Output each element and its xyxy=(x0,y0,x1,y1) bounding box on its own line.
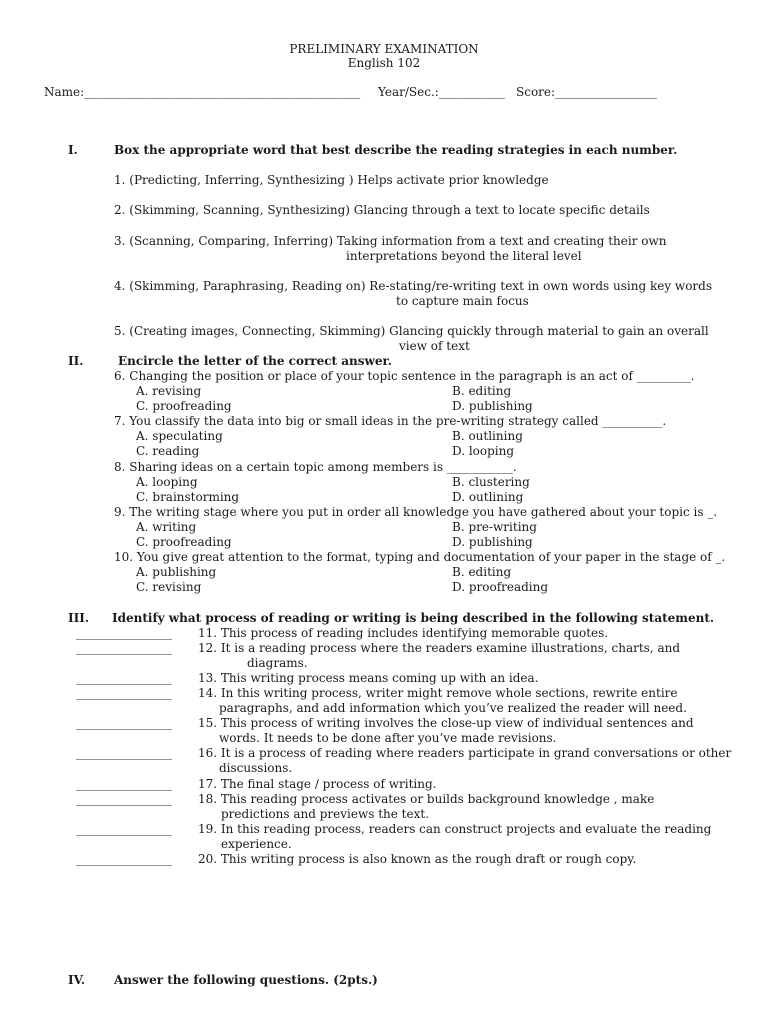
question-8-choice-d: D. outlining xyxy=(452,490,524,504)
section-1-item-3: 3. (Scanning, Comparing, Inferring) Taking information from a text and creating their own xyxy=(114,234,667,248)
question-6: 6. Changing the position or place of your topic sentence in the paragraph is an act of _________. xyxy=(114,369,695,383)
name-field: Name:______________________________________________ xyxy=(44,85,361,99)
year-section-field: Year/Sec.:___________ xyxy=(378,85,505,99)
item-20: 20. This writing process is also known as the rough draft or rough copy. xyxy=(198,852,637,866)
item-17: 17. The final stage / process of writing. xyxy=(198,777,437,791)
question-10-choice-b: B. editing xyxy=(452,565,512,579)
section-1-item-4: 4. (Skimming, Paraphrasing, Reading on) Re-stating/re-writing text in own words using key words xyxy=(114,279,712,293)
section-3-numeral: III. xyxy=(68,611,90,625)
item-18: 18. This reading process activates or builds background knowledge , make xyxy=(198,792,655,806)
answer-blank-11: ________________ xyxy=(76,626,172,640)
section-1-item-3-cont: interpretations beyond the literal level xyxy=(346,249,582,263)
section-2-numeral: II. xyxy=(68,354,84,368)
item-19-cont: experience. xyxy=(221,837,292,851)
question-8-choice-a: A. looping xyxy=(136,475,198,489)
question-7-choice-b: B. outlining xyxy=(452,429,523,443)
answer-blank-18: ________________ xyxy=(76,792,172,806)
item-15: 15. This process of writing involves the close-up view of individual sentences and xyxy=(198,716,694,730)
exam-title: PRELIMINARY EXAMINATION xyxy=(289,42,479,56)
section-1-numeral: I. xyxy=(68,143,78,157)
item-19: 19. In this reading process, readers can construct projects and evaluate the reading xyxy=(198,822,712,836)
item-16-cont: discussions. xyxy=(219,761,293,775)
course-code: English 102 xyxy=(347,56,421,70)
section-2-instruction: Encircle the letter of the correct answer. xyxy=(118,354,392,368)
item-18-cont: predictions and previews the text. xyxy=(221,807,430,821)
question-6-choice-c: C. proofreading xyxy=(136,399,232,413)
section-1-item-5: 5. (Creating images, Connecting, Skimming) Glancing quickly through material to gain an overall xyxy=(114,324,709,338)
item-15-cont: words. It needs to be done after you’ve made revisions. xyxy=(219,731,557,745)
item-13: 13. This writing process means coming up with an idea. xyxy=(198,671,539,685)
item-11: 11. This process of reading includes identifying memorable quotes. xyxy=(198,626,609,640)
question-7-choice-c: C. reading xyxy=(136,444,200,458)
question-10-choice-d: D. proofreading xyxy=(452,580,549,594)
question-7-choice-a: A. speculating xyxy=(136,429,223,443)
answer-blank-13: ________________ xyxy=(76,671,172,685)
question-9-choice-a: A. writing xyxy=(136,520,197,534)
question-9: 9. The writing stage where you put in order all knowledge you have gathered about your topic is _. xyxy=(114,505,718,519)
section-3-instruction: Identify what process of reading or writing is being described in the following statement. xyxy=(112,611,715,625)
answer-blank-17: ________________ xyxy=(76,777,172,791)
answer-blank-15: ________________ xyxy=(76,716,172,730)
question-7-choice-d: D. looping xyxy=(452,444,515,458)
score-field: Score:_________________ xyxy=(516,85,658,99)
answer-blank-20: ________________ xyxy=(76,852,172,866)
question-7: 7. You classify the data into big or small ideas in the pre-writing strategy called __________. xyxy=(114,414,667,428)
section-1-item-4-cont: to capture main focus xyxy=(396,294,529,308)
answer-blank-12: ________________ xyxy=(76,641,172,655)
question-8: 8. Sharing ideas on a certain topic among members is ___________. xyxy=(114,460,517,474)
question-6-choice-b: B. editing xyxy=(452,384,512,398)
question-10-choice-a: A. publishing xyxy=(136,565,217,579)
item-16: 16. It is a process of reading where readers participate in grand conversations or other xyxy=(198,746,732,760)
answer-blank-16: ________________ xyxy=(76,746,172,760)
question-8-choice-b: B. clustering xyxy=(452,475,530,489)
question-10: 10. You give great attention to the format, typing and documentation of your paper in the stage of _. xyxy=(114,550,726,564)
answer-blank-14: ________________ xyxy=(76,686,172,700)
section-1-instruction: Box the appropriate word that best describe the reading strategies in each number. xyxy=(114,143,678,157)
question-6-choice-d: D. publishing xyxy=(452,399,533,413)
section-4-numeral: IV. xyxy=(68,973,86,987)
question-9-choice-d: D. publishing xyxy=(452,535,533,549)
section-4-instruction: Answer the following questions. (2pts.) xyxy=(114,973,378,987)
question-9-choice-b: B. pre-writing xyxy=(452,520,537,534)
item-12: 12. It is a reading process where the readers examine illustrations, charts, and xyxy=(198,641,681,655)
item-14: 14. In this writing process, writer might remove whole sections, rewrite entire xyxy=(198,686,678,700)
item-14-cont: paragraphs, and add information which you’ve realized the reader will need. xyxy=(219,701,687,715)
question-10-choice-c: C. revising xyxy=(136,580,202,594)
section-1-item-5-cont: view of text xyxy=(399,339,470,353)
question-6-choice-a: A. revising xyxy=(136,384,202,398)
section-1-item-2: 2. (Skimming, Scanning, Synthesizing) Glancing through a text to locate specific details xyxy=(114,203,650,217)
question-9-choice-c: C. proofreading xyxy=(136,535,232,549)
question-8-choice-c: C. brainstorming xyxy=(136,490,240,504)
answer-blank-19: ________________ xyxy=(76,822,172,836)
section-1-item-1: 1. (Predicting, Inferring, Synthesizing ) Helps activate prior knowledge xyxy=(114,173,549,187)
item-12-cont: diagrams. xyxy=(247,656,308,670)
